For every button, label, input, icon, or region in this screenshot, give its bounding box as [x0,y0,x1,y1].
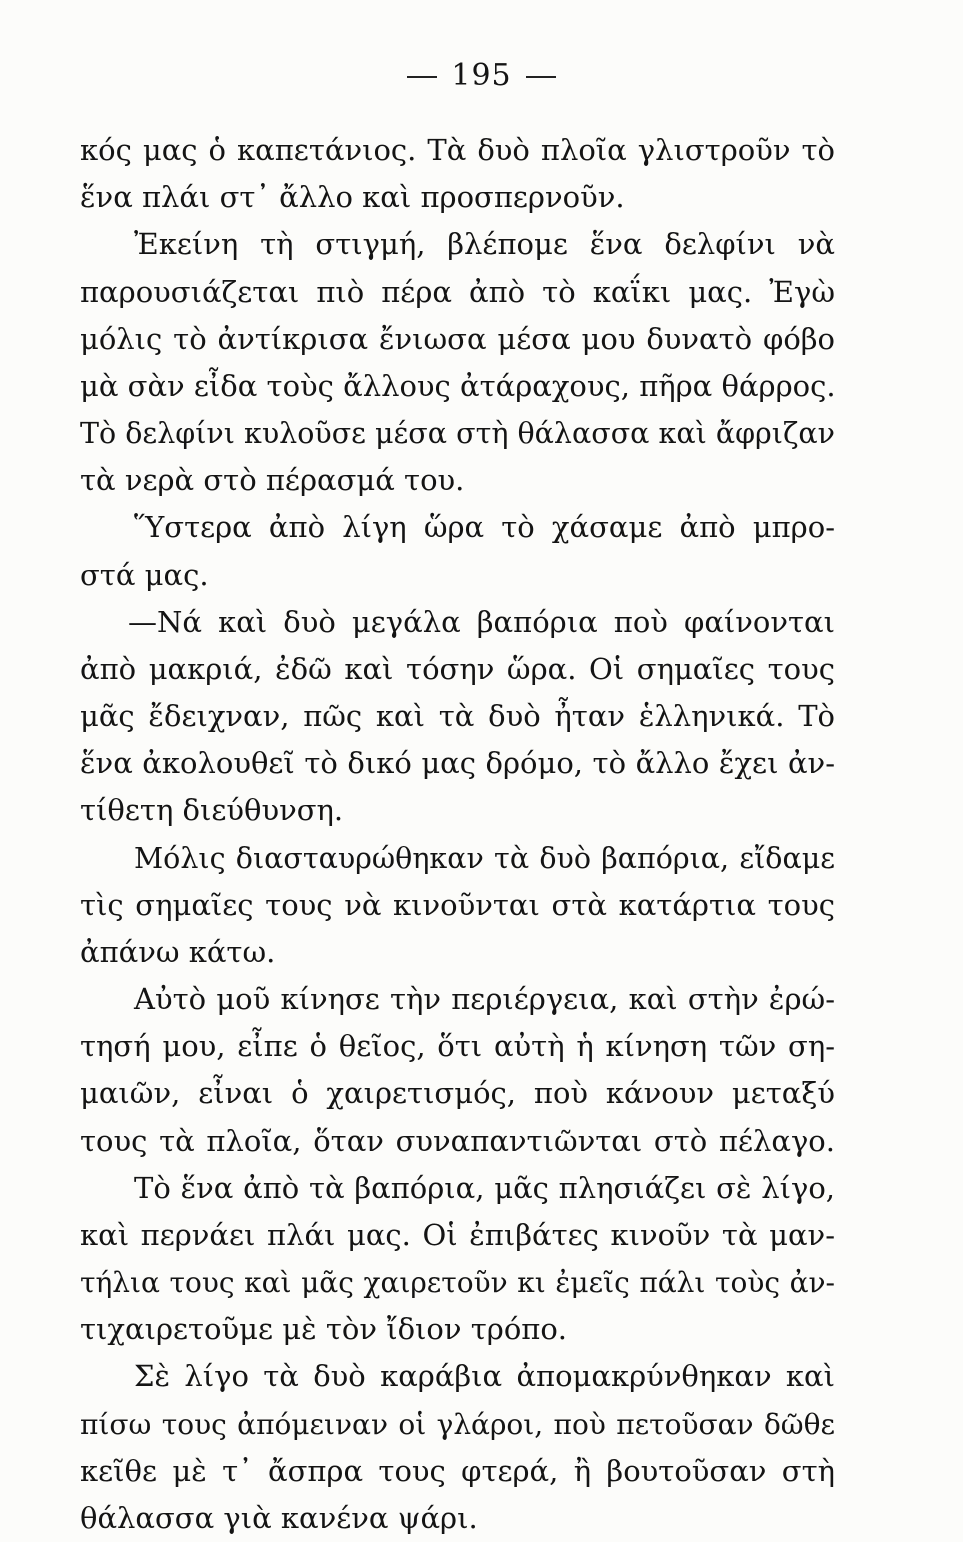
text-line: μαιῶν, εἶναι ὁ χαιρετισμός, ποὺ κάνουν μεταξύ [80,1076,835,1111]
text-line: μόλις τὸ ἀντίκρισα ἔνιωσα μέσα μου δυνατὸ φόβο [80,321,835,356]
text-line: τίθετη διεύθυνση. [80,793,344,828]
page-number-dash-left [407,76,437,78]
text-line: Μόλις διασταυρώθηκαν τὰ δυὸ βαπόρια, εἴδαμε [134,841,835,875]
body-text [80,127,835,1542]
text-line: τιχαιρετοῦμε μὲ τὸν ἴδιον τρόπο. [80,1312,568,1347]
text-line: τὰ νερὰ στὸ πέρασμά του. [80,463,465,498]
text-line: μᾶς ἔδειχναν, πῶς καὶ τὰ δυὸ ἦταν ἑλληνικά. Τὸ [80,699,835,734]
page-number-dash-right [526,76,556,78]
text-line: θάλασσα γιὰ κανένα ψάρι. [80,1500,478,1535]
text-line: ἕνα πλάι στ᾽ ἄλλο καὶ προσπερνοῦν. [80,180,625,215]
text-line: παρουσιάζεται πιὸ πέρα ἀπὸ τὸ καΐκι μας. Ἐγὼ [80,274,835,309]
text-line: —Νά καὶ δυὸ μεγάλα βαπόρια ποὺ φαίνονται [128,604,835,639]
text-line: τησή μου, εἶπε ὁ θεῖος, ὅτι αὐτὴ ἡ κίνηση τῶν ση- [80,1029,835,1064]
text-line: Ὕστερα ἀπὸ λίγη ὥρα τὸ χάσαμε ἀπὸ μπρο- [134,510,835,545]
page-number-text: 195 [451,58,512,93]
text-line: Τὸ ἕνα ἀπὸ τὰ βαπόρια, μᾶς πλησιάζει σὲ λίγο, [134,1170,835,1205]
text-line: τήλια τους καὶ μᾶς χαιρετοῦν κι ἐμεῖς πάλι τοὺς ἀν- [80,1266,835,1300]
text-line: Τὸ δελφίνι κυλοῦσε μέσα στὴ θάλασσα καὶ ἄφριζαν [80,417,835,451]
text-line: κός μας ὁ καπετάνιος. Τὰ δυὸ πλοῖα γλιστροῦν τὸ [80,133,835,167]
text-line: πίσω τους ἀπόμειναν οἱ γλάροι, ποὺ πετοῦσαν δῶθε [80,1407,835,1441]
text-line: καὶ περνάει πλάι μας. Οἱ ἐπιβάτες κινοῦν τὰ μαν- [80,1217,835,1252]
text-line: τὶς σημαῖες τους νὰ κινοῦνται στὰ κατάρτια τους [80,887,835,922]
text-line: Σὲ λίγο τὰ δυὸ καράβια ἀπομακρύνθηκαν καὶ [134,1359,835,1394]
page-number [0,56,963,96]
text-line: ἀπὸ μακριά, ἐδῶ καὶ τόσην ὥρα. Οἱ σημαῖες τους [80,651,835,686]
text-line: ἕνα ἀκολουθεῖ τὸ δικό μας δρόμο, τὸ ἄλλο ἔχει ἀν- [80,746,835,781]
text-line: ἀπάνω κάτω. [80,934,276,969]
text-line: μὰ σὰν εἶδα τοὺς ἄλλους ἀτάραχους, πῆρα θάρρος. [80,368,836,403]
text-line: στά μας. [80,557,209,592]
text-line: Ἐκείνη τὴ στιγμή, βλέπομε ἕνα δελφίνι νὰ [134,227,835,262]
text-line: κεῖθε μὲ τ᾽ ἄσπρα τους φτερά, ἢ βουτοῦσαν στὴ [80,1453,835,1488]
text-line: τους τὰ πλοῖα, ὅταν συναπαντιῶνται στὸ πέλαγο. [80,1123,835,1158]
text-line: Αὐτὸ μοῦ κίνησε τὴν περιέργεια, καὶ στὴν ἐρώ- [134,982,835,1017]
